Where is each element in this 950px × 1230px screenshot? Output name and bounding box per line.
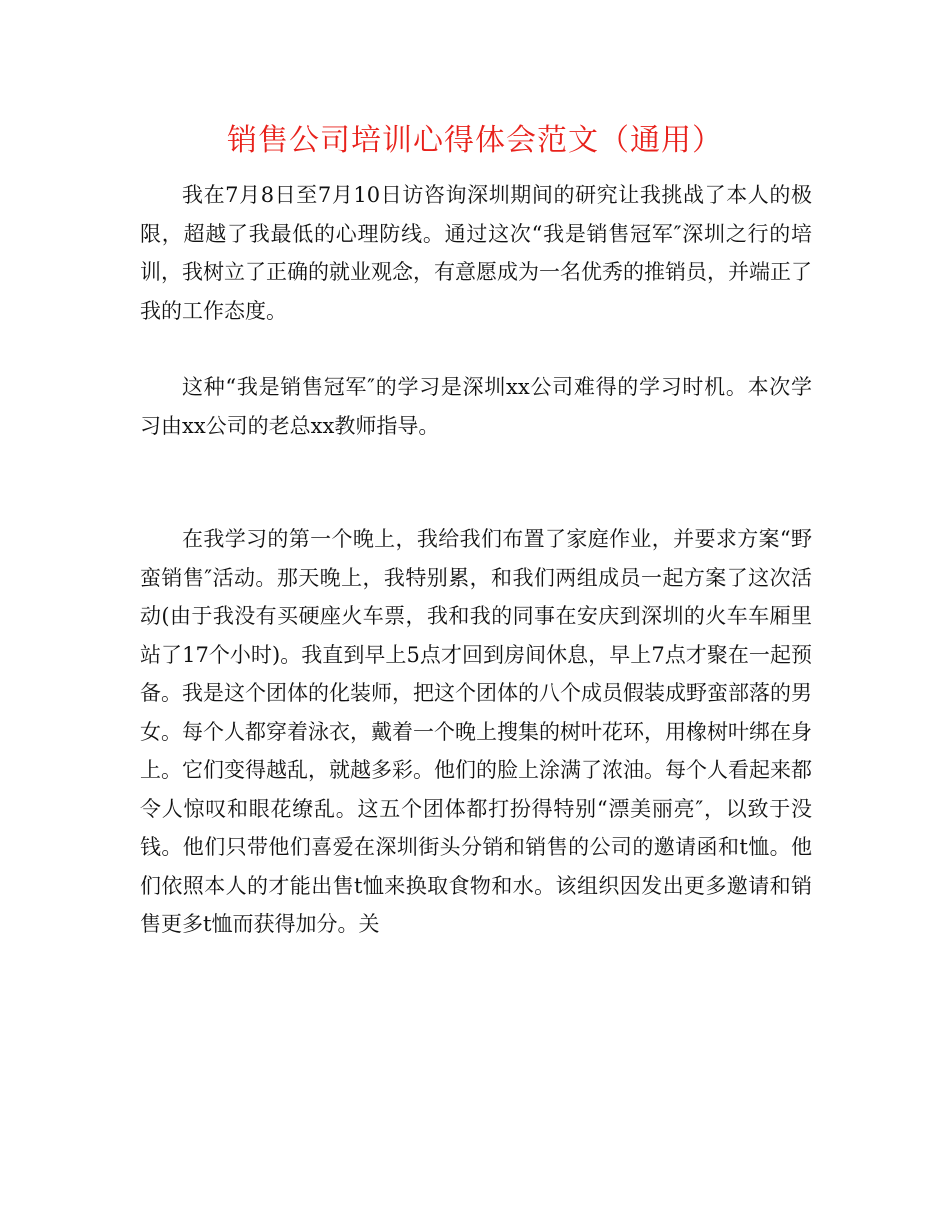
paragraph: 这种“我是销售冠军″的学习是深圳xx公司难得的学习时机。本次学习由xx公司的老总xx教师指导。 [140,375,812,438]
paragraph: 我在7月8日至7月10日访咨询深圳期间的研究让我挑战了本人的极限，超越了我最低的心理防线。通过这次“我是销售冠军″深圳之行的培训，我树立了正确的就业观念，有意愿成为一名优秀的推销员，并端正了我的工作态度。 [140,183,812,323]
document-title: 销售公司培训心得体会范文（通用） [227,123,723,158]
paragraph-2-block [140,368,812,445]
paragraph-3-block [140,520,812,944]
paragraph-1-block [140,176,812,330]
paragraph: 在我学习的第一个晚上，我给我们布置了家庭作业，并要求方案“野蛮销售″活动。那天晚上，我特别累，和我们两组成员一起方案了这次活动(由于我没有买硬座火车票，我和我的同事在安庆到深圳的火车车厢里站了17个小时)。我直到早上5点才回到房间休息，早上7点才聚在一起预备。我是这个团体的化装师，把这个团体的八个成员假装成野蛮部落的男女。每个人都穿着泳衣，戴着一个晚上搜集的树叶花环，用橡树叶绑在身上。它们变得越乱，就越多彩。他们的脸上涂满了浓油。每个人看起来都令人惊叹和眼花缭乱。这五个团体都打扮得特别“漂美丽亮″，以致于没钱。他们只带他们喜爱在深圳街头分销和销售的公司的邀请函和t恤。他们依照本人的才能出售t恤来换取食物和水。该组织因发出更多邀请和销售更多t恤而获得加分。关 [140,527,812,936]
